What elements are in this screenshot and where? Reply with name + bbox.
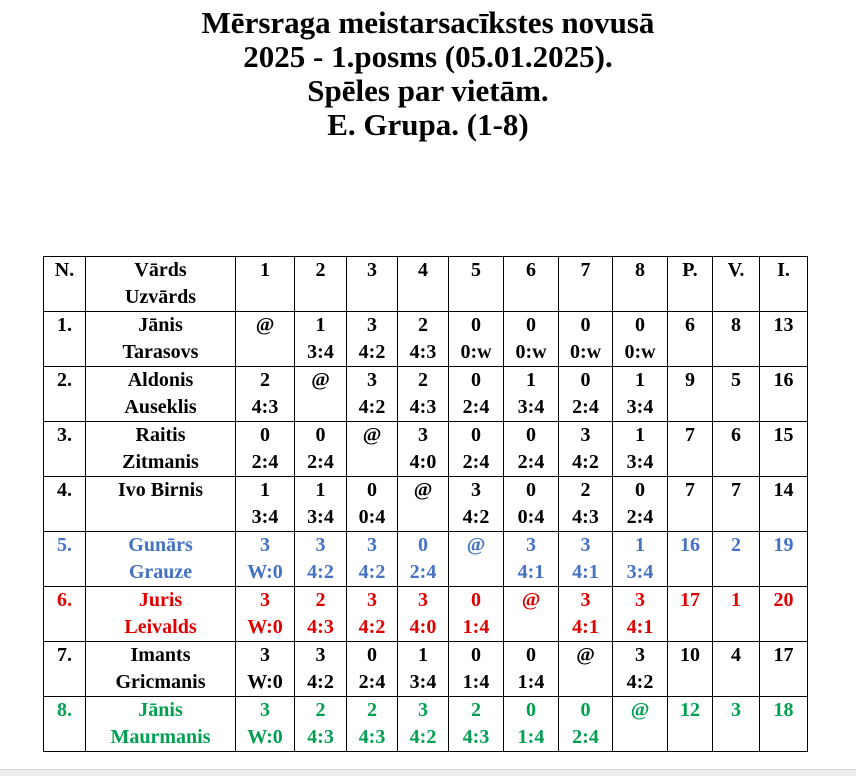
score-cell: @	[398, 477, 449, 532]
place-cell: 3	[713, 697, 760, 752]
score-cell: 0 2:4	[449, 422, 504, 477]
points-cell: 10	[668, 642, 713, 697]
title-line-4: E. Grupa. (1-8)	[327, 107, 529, 142]
score-cell: 0 2:4	[398, 532, 449, 587]
row-number: 7.	[44, 642, 86, 697]
row-number: 4.	[44, 477, 86, 532]
score-cell: 3 4:1	[559, 587, 613, 642]
row-number: 1.	[44, 312, 86, 367]
row-number: 3.	[44, 422, 86, 477]
sum-cell: 20	[760, 587, 808, 642]
place-cell: 8	[713, 312, 760, 367]
score-cell: 0 1:4	[504, 697, 559, 752]
score-cell: 0 0:w	[449, 312, 504, 367]
score-cell: 0 1:4	[449, 642, 504, 697]
player-name: Juris Leivalds	[86, 587, 236, 642]
score-cell: 3 4:2	[398, 697, 449, 752]
header-row	[44, 257, 808, 312]
score-cell: 3 4:2	[347, 312, 398, 367]
score-cell: 0 2:4	[236, 422, 295, 477]
score-cell: 0 2:4	[295, 422, 347, 477]
points-cell: 12	[668, 697, 713, 752]
header-col-7: 7	[559, 257, 613, 312]
row-number: 6.	[44, 587, 86, 642]
results-table	[43, 256, 808, 752]
score-cell: 2 4:3	[295, 697, 347, 752]
score-cell: 2 4:3	[559, 477, 613, 532]
score-cell: 0 2:4	[613, 477, 668, 532]
score-cell: 0 2:4	[559, 697, 613, 752]
header-name: Vārds Uzvārds	[86, 257, 236, 312]
sum-cell: 16	[760, 367, 808, 422]
row-number: 8.	[44, 697, 86, 752]
score-cell: 3 4:2	[449, 477, 504, 532]
score-cell: 0 1:4	[449, 587, 504, 642]
header-sum: I.	[760, 257, 808, 312]
score-cell: 0 2:4	[504, 422, 559, 477]
score-cell: 0 0:w	[504, 312, 559, 367]
header-col-4: 4	[398, 257, 449, 312]
score-cell: 2 4:3	[236, 367, 295, 422]
place-cell: 7	[713, 477, 760, 532]
player-name: Gunārs Grauze	[86, 532, 236, 587]
header-col-6: 6	[504, 257, 559, 312]
row-number: 5.	[44, 532, 86, 587]
score-cell: 3 W:0	[236, 587, 295, 642]
score-cell: 1 3:4	[398, 642, 449, 697]
score-cell: 2 4:3	[449, 697, 504, 752]
player-name: Jānis Tarasovs	[86, 312, 236, 367]
score-cell: 3 4:0	[398, 587, 449, 642]
score-cell: 3 4:2	[295, 642, 347, 697]
score-cell: 1 3:4	[613, 422, 668, 477]
score-cell: 2 4:3	[295, 587, 347, 642]
place-cell: 4	[713, 642, 760, 697]
score-cell: 1 3:4	[295, 312, 347, 367]
sum-cell: 14	[760, 477, 808, 532]
results-body	[44, 312, 808, 752]
score-cell: 3 W:0	[236, 532, 295, 587]
score-cell: 0 2:4	[449, 367, 504, 422]
score-cell: 0 2:4	[347, 642, 398, 697]
score-cell: 3 4:2	[347, 587, 398, 642]
points-cell: 16	[668, 532, 713, 587]
score-cell: @	[559, 642, 613, 697]
points-cell: 6	[668, 312, 713, 367]
score-cell: 0 0:4	[347, 477, 398, 532]
score-cell: 1 3:4	[613, 367, 668, 422]
score-cell: 3 4:2	[559, 422, 613, 477]
score-cell: @	[295, 367, 347, 422]
score-cell: @	[449, 532, 504, 587]
table-row	[44, 642, 808, 697]
place-cell: 5	[713, 367, 760, 422]
score-cell: 2 4:3	[398, 367, 449, 422]
score-cell: 1 3:4	[295, 477, 347, 532]
score-cell: 3 4:1	[504, 532, 559, 587]
score-cell: 3 4:2	[347, 532, 398, 587]
points-cell: 7	[668, 477, 713, 532]
player-name: Imants Gricmanis	[86, 642, 236, 697]
score-cell: 3 W:0	[236, 642, 295, 697]
title-line-2: 2025 - 1.posms (05.01.2025).	[243, 39, 613, 74]
title-line-3: Spēles par vietām.	[307, 73, 549, 108]
player-name: Aldonis Auseklis	[86, 367, 236, 422]
sum-cell: 19	[760, 532, 808, 587]
score-cell: 3 4:2	[613, 642, 668, 697]
score-cell: 3 4:2	[295, 532, 347, 587]
sum-cell: 13	[760, 312, 808, 367]
score-cell: 3 4:1	[613, 587, 668, 642]
header-col-1: 1	[236, 257, 295, 312]
score-cell: 3 4:0	[398, 422, 449, 477]
score-cell: 0 1:4	[504, 642, 559, 697]
score-cell: 1 3:4	[613, 532, 668, 587]
header-place: V.	[713, 257, 760, 312]
score-cell: @	[347, 422, 398, 477]
player-name: Jānis Maurmanis	[86, 697, 236, 752]
score-cell: 2 4:3	[398, 312, 449, 367]
score-cell: 0 0:w	[559, 312, 613, 367]
points-cell: 9	[668, 367, 713, 422]
score-cell: 3 4:2	[347, 367, 398, 422]
header-col-3: 3	[347, 257, 398, 312]
place-cell: 1	[713, 587, 760, 642]
header-col-5: 5	[449, 257, 504, 312]
player-name: Raitis Zitmanis	[86, 422, 236, 477]
document-title	[0, 6, 856, 142]
place-cell: 2	[713, 532, 760, 587]
place-cell: 6	[713, 422, 760, 477]
table-row	[44, 697, 808, 752]
score-cell: 0 0:w	[613, 312, 668, 367]
table-row	[44, 587, 808, 642]
points-cell: 7	[668, 422, 713, 477]
score-cell: 0 0:4	[504, 477, 559, 532]
table-row	[44, 422, 808, 477]
player-name: Ivo Birnis	[86, 477, 236, 532]
title-line-1: Mērsraga meistarsacīkstes novusā	[201, 5, 655, 40]
score-cell: 3 W:0	[236, 697, 295, 752]
score-cell: @	[236, 312, 295, 367]
sum-cell: 17	[760, 642, 808, 697]
header-num: N.	[44, 257, 86, 312]
sum-cell: 15	[760, 422, 808, 477]
table-row	[44, 367, 808, 422]
score-cell: @	[613, 697, 668, 752]
score-cell: 3 4:1	[559, 532, 613, 587]
table-row	[44, 477, 808, 532]
sum-cell: 18	[760, 697, 808, 752]
points-cell: 17	[668, 587, 713, 642]
score-cell: 1 3:4	[236, 477, 295, 532]
table-row	[44, 312, 808, 367]
score-cell: 1 3:4	[504, 367, 559, 422]
header-points: P.	[668, 257, 713, 312]
table-row	[44, 532, 808, 587]
row-number: 2.	[44, 367, 86, 422]
score-cell: 2 4:3	[347, 697, 398, 752]
score-cell: 0 2:4	[559, 367, 613, 422]
header-col-2: 2	[295, 257, 347, 312]
score-cell: @	[504, 587, 559, 642]
header-col-8: 8	[613, 257, 668, 312]
